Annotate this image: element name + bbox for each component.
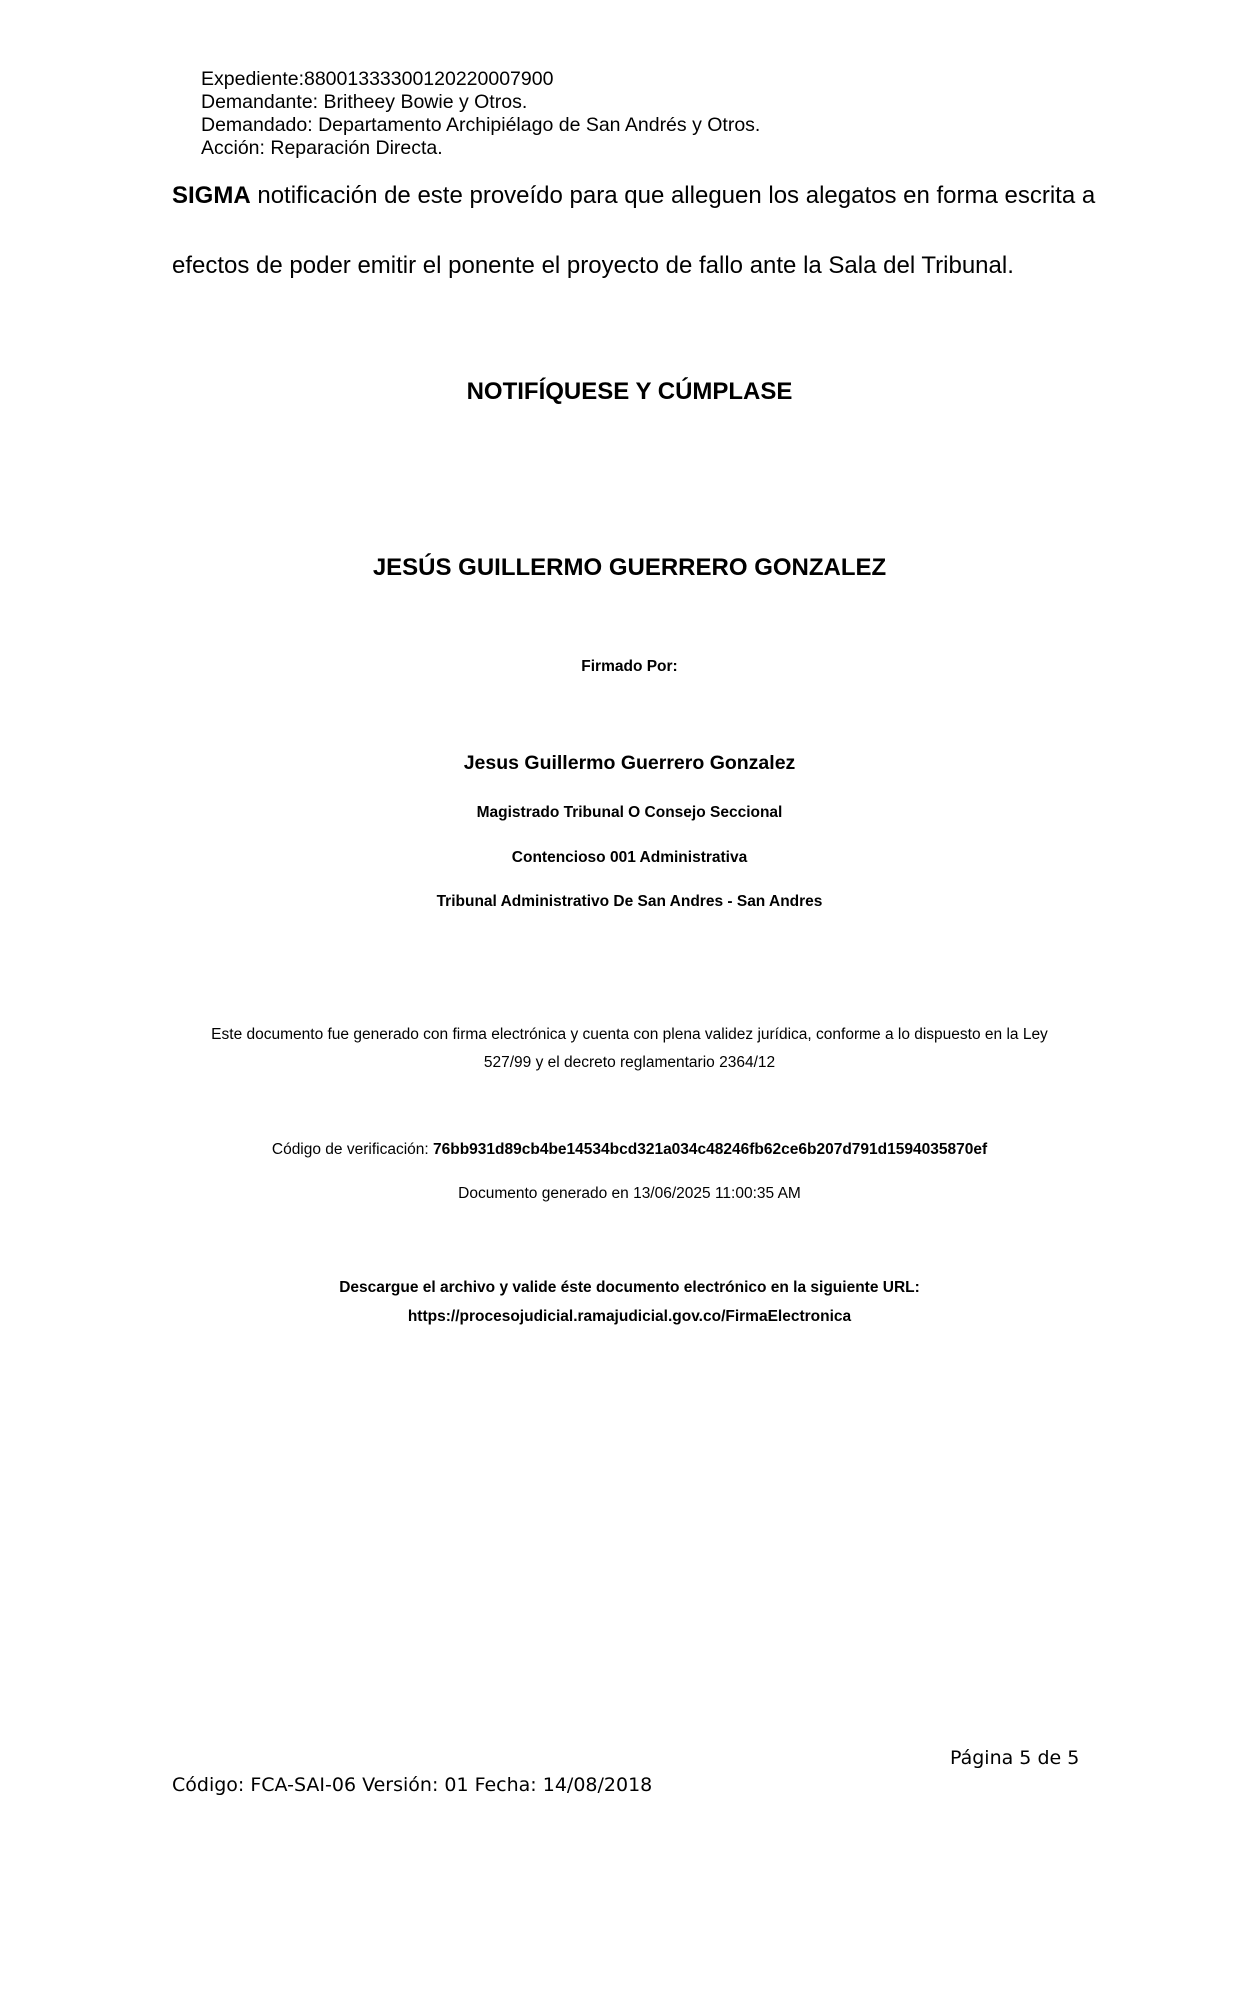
download-notice — [0, 1273, 1259, 1331]
signer-role-3: Tribunal Administrativo De San Andres - San Andres — [436, 893, 823, 910]
download-text: Descargue el archivo y valide éste documento electrónico en la siguiente URL: — [339, 1279, 920, 1296]
legal-line-2: 527/99 y el decreto reglamentario 2364/12 — [483, 1054, 776, 1071]
generated-date: Documento generado en 13/06/2025 11:00:35 AM — [458, 1185, 801, 1202]
judge-name: JESÚS GUILLERMO GUERRERO GONZALEZ — [372, 554, 887, 581]
page-number: Página 5 de 5 — [950, 1747, 1080, 1769]
body-paragraph-1 — [172, 182, 1112, 210]
demandante-line: Demandante: Britheey Bowie y Otros. — [201, 91, 528, 113]
verification-line — [0, 1141, 1259, 1159]
legal-notice — [0, 1021, 1259, 1077]
firmado-label: Firmado Por: — [581, 658, 678, 675]
legal-line-1: Este documento fue generado con firma electrónica y cuenta con plena validez jurídica, conforme a lo dispuesto en la Ley — [211, 1026, 1048, 1043]
body-line1-text: notificación de este proveído para que alleguen los alegatos en forma escrita a — [250, 182, 1096, 209]
demandado-line: Demandado: Departamento Archipiélago de San Andrés y Otros. — [201, 114, 761, 136]
case-header — [201, 68, 760, 160]
footer-code: Código: FCA-SAI-06 Versión: 01 Fecha: 14/08/2018 — [172, 1774, 653, 1796]
verification-label: Código de verificación: — [271, 1141, 433, 1158]
verification-code: 76bb931d89cb4be14534bcd321a034c48246fb62ce6b207d791d1594035870ef — [433, 1141, 988, 1158]
sigma-bold: SIGMA — [172, 182, 251, 209]
accion-line: Acción: Reparación Directa. — [201, 137, 443, 159]
expediente-line: Expediente:88001333300120220007900 — [201, 68, 554, 90]
body-paragraph-2: efectos de poder emitir el ponente el proyecto de fallo ante la Sala del Tribunal. — [172, 252, 1014, 279]
signer-role-1: Magistrado Tribunal O Consejo Seccional — [476, 804, 783, 821]
notify-heading: NOTIFÍQUESE Y CÚMPLASE — [466, 378, 793, 405]
signer-role-2: Contencioso 001 Administrativa — [511, 849, 748, 866]
download-url: https://procesojudicial.ramajudicial.gov.co/FirmaElectronica — [407, 1308, 852, 1325]
signer-name: Jesus Guillermo Guerrero Gonzalez — [463, 752, 796, 774]
